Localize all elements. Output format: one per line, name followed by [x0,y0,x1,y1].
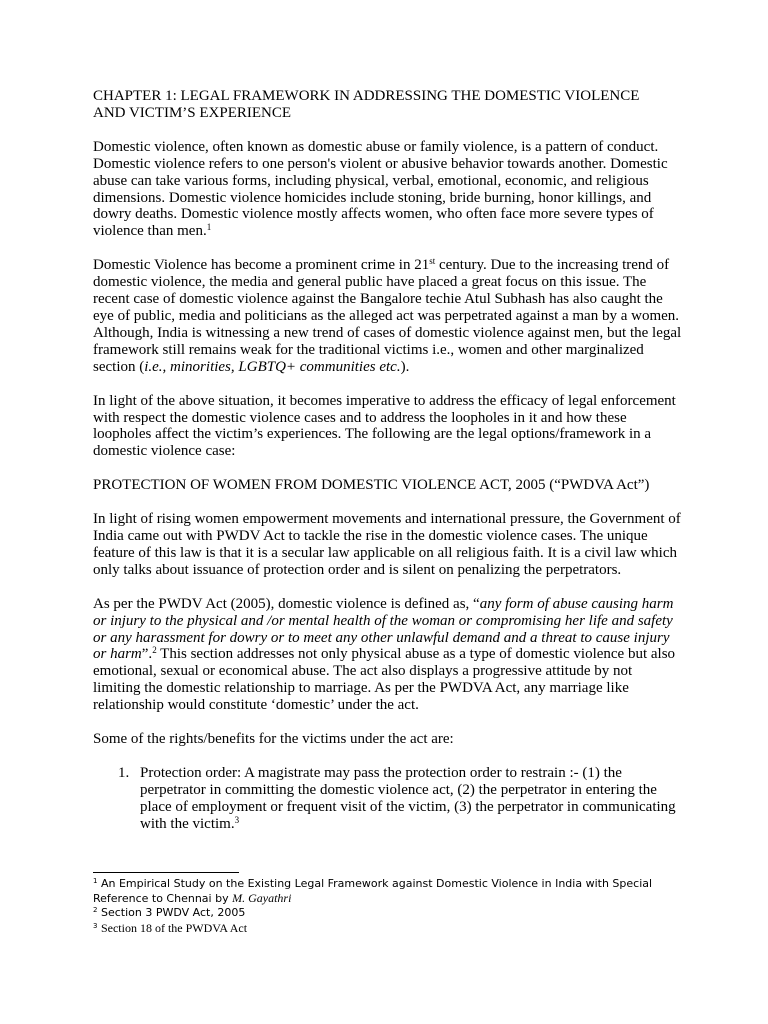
italic-example: i.e., minorities, LGBTQ+ communities etc. [144,358,401,375]
paragraph-rights-intro: Some of the rights/benefits for the victims under the act are: [93,731,454,748]
paragraph-definition: As per the PWDV Act (2005), domestic violence is defined as, “any form of abuse causing harm or injury to the physical and /or mental health of the woman or compromising her life and safety or any harassment for dowry or to meet any other unlawful demand and a threat to cause injury or harm”.$^2$ This section addresses not only physical abuse as a type of domestic violence but also emotional, sexual or economical abuse. The act also displays a progressive attitude by not limiting the domestic relationship to marriage. As per the PWDVA Act, any marriage like relationship would constitute ‘domestic’ under the act. [93,595,676,714]
definition-quote: any form of abuse causing harm or injury to the physical and /or mental health of the woman or compromising her life and safety or any harassment for dowry or to meet any other unlawful demand and a threat to cause injury or harm [93,595,674,663]
section-subheading: PROTECTION OF WOMEN FROM DOMESTIC VIOLENCE ACT, 2005 (“PWDVA Act”) [93,477,650,494]
footnotes [93,877,683,936]
footnote-separator [93,872,239,873]
rights-list [93,765,683,833]
paragraph-trend: Domestic Violence has become a prominent crime in 21st century. Due to the increasing trend of domestic violence, the media and general public have placed a great focus on this issue. The recent case of domestic violence against the Bangalore techie Atul Subhash has also caught the eye of public, media and politicians as the alleged act was perpetrated against a man by a women. Although, India is witnessing a new trend of cases of domestic violence against men, but the legal framework still remains weak for the traditional victims i.e., women and other marginalized section (i.e., minorities, LGBTQ+ communities etc.). [93,256,682,375]
footnote-item: $^3$ Section 18 of the PWDVA Act [93,920,248,935]
ordinal-suffix: st [429,256,436,267]
list-item: 1. Protection order: A magistrate may pass the protection order to restrain :- (1) the perpetrator in committing the domestic violence act, (2) the perpetrator in entering the place of employment or frequent visit of the victim, (3) the perpetrator in communicating with the victim.$^3$ [118,765,676,832]
paragraph-imperative: In light of the above situation, it becomes imperative to address the efficacy of legal enforcement with respect the domestic violence cases and to address the loopholes in it and how these loopholes affect the victim’s experiences. The following are the legal options/framework in a domestic violence case: [93,392,676,460]
chapter-heading [93,88,683,122]
chapter-heading-line2: AND VICTIM’S EXPERIENCE [93,104,292,121]
list-number: 1. [118,765,130,781]
paragraph-intro: Domestic violence, often known as domestic abuse or family violence, is a pattern of conduct. Domestic violence refers to one person's violent or abusive behavior towards another. Domestic abuse can take various forms, including physical, verbal, emotional, economic, and religious dimensions. Domestic violence homicides include stoning, bride burning, honor killings, and dowry deaths. Domestic violence mostly affects women, who often face more severe types of violence than men.$^1$ [93,138,668,240]
footnote-item: $^1$ An Empirical Study on the Existing Legal Framework against Domestic Violence in India with Special Reference to Chennai by M. Gayathri [93,877,653,906]
footnote-ref: 2 [152,645,157,656]
footnote-ref: 3 [234,814,240,825]
footnote-ref: 1 [206,222,212,233]
footnote-item: $^2$ Section 3 PWDV Act, 2005 [93,906,246,920]
document-body [93,88,683,833]
paragraph-pwdv-background: In light of rising women empowerment movements and international pressure, the Government of India came out with PWDV Act to tackle the rise in the domestic violence cases. The unique feature of this law is that it is a secular law applicable on all religious faith. It is a civil law which only talks about issuance of protection order and is silent on penalizing the perpetrators. [93,511,681,578]
chapter-heading-line1: CHAPTER 1: LEGAL FRAMEWORK IN ADDRESSING THE DOMESTIC VIOLENCE [93,88,640,104]
